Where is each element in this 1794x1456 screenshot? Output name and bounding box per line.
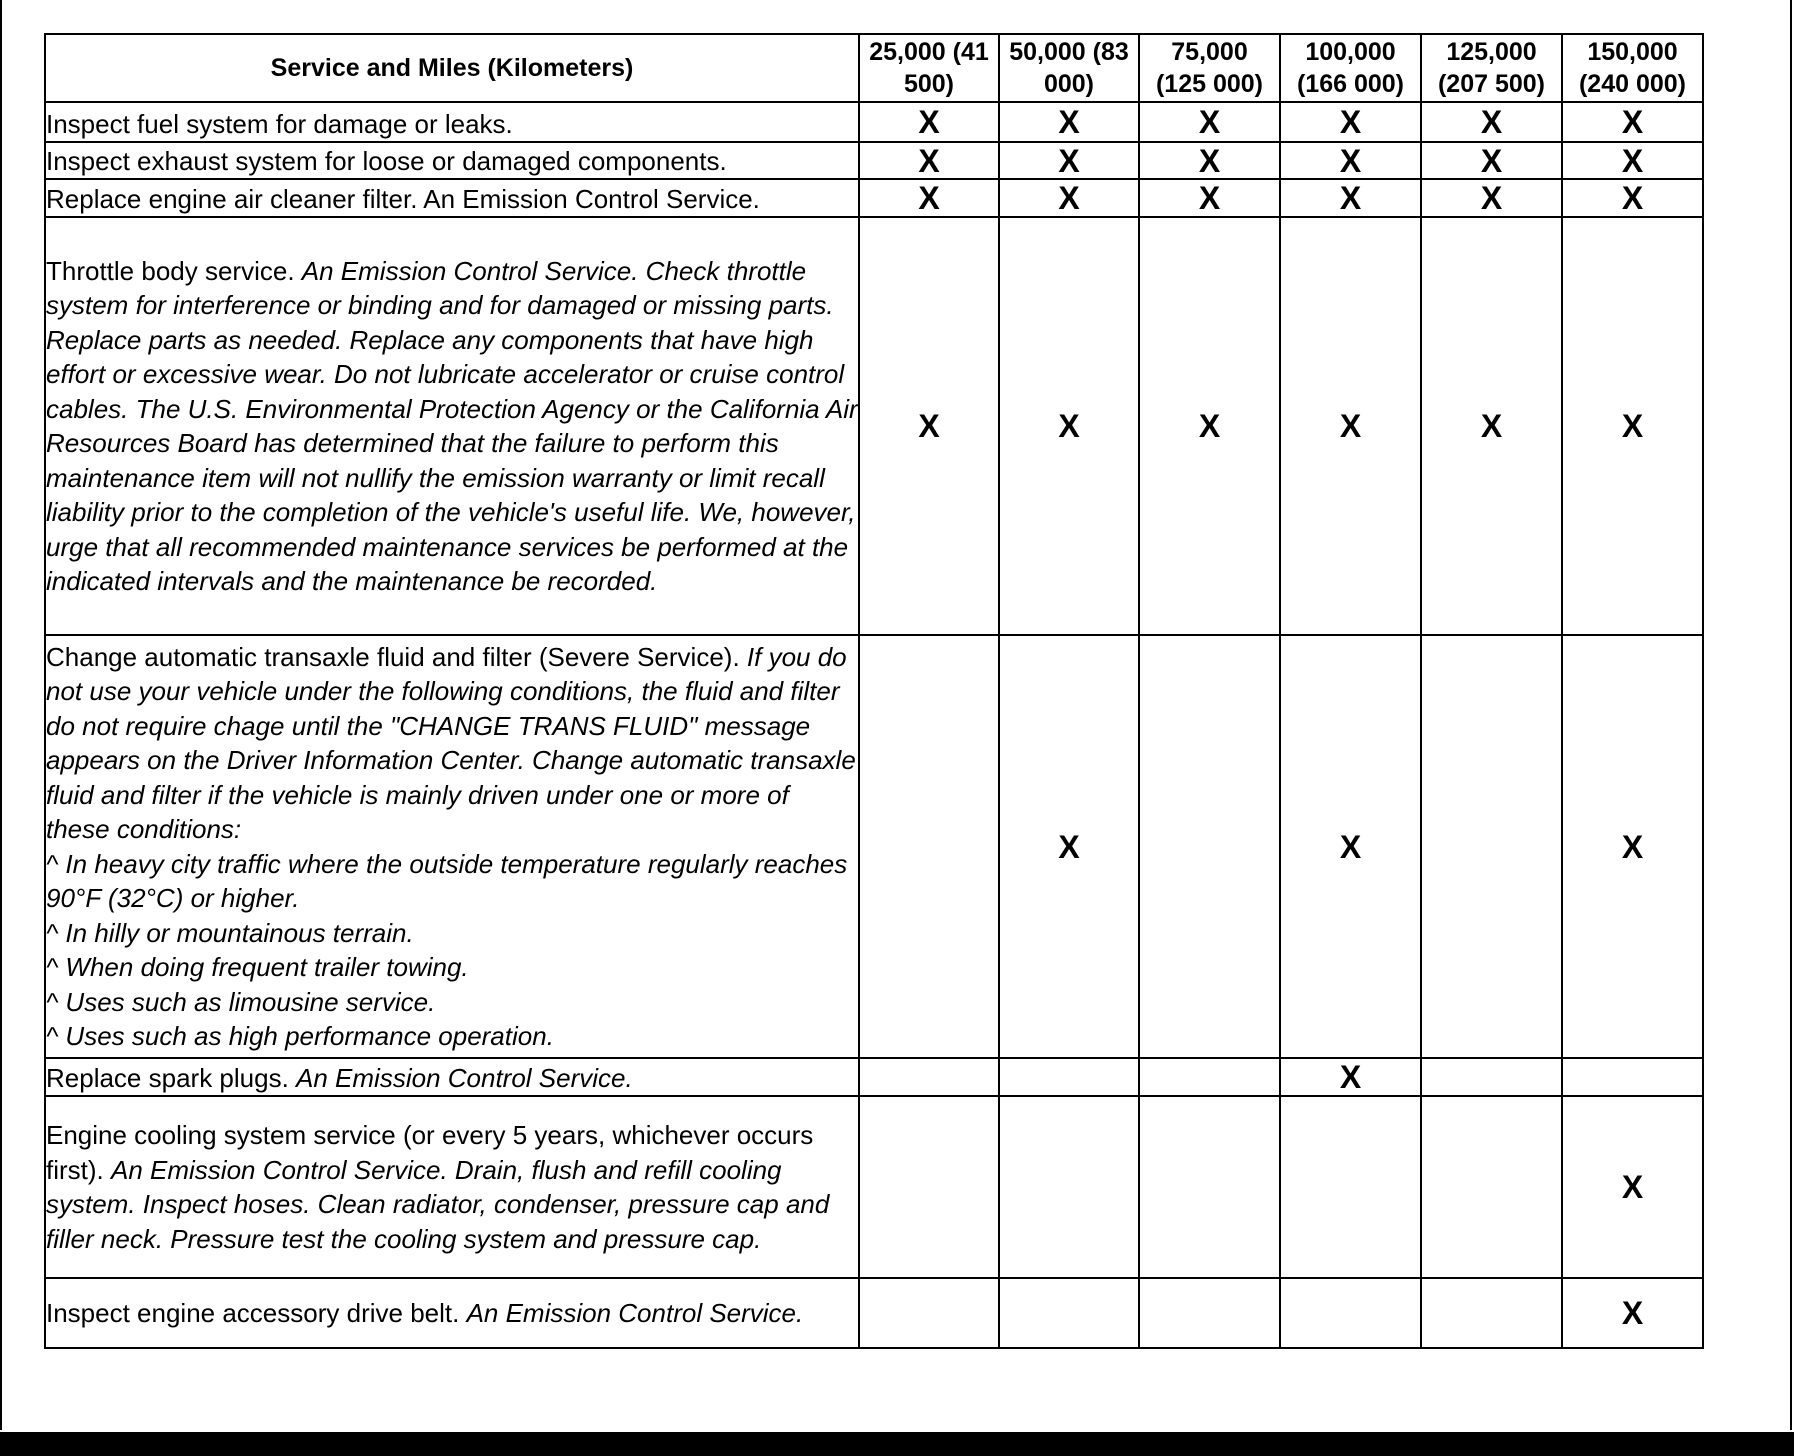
interval-mark-cell	[1421, 142, 1562, 179]
interval-mark-cell	[859, 217, 999, 635]
interval-mark-cell	[1421, 635, 1562, 1058]
service-note: An Emission Control Service. Check throttle system for interference or binding and for damaged or missing parts. Replace parts as needed. Replace any components that have high effort or excessive wear. Do not lubricate accelerator or cruise control cables. The U.S. Environmental Protection Agency or the California Air Resources Board has determined that the failure to perform this maintenance item will not nullify the emission warranty or limit recall liability prior to the completion of the vehicle's useful life. We, however, urge that all recommended maintenance services be performed at the indicated intervals and the maintenance be recorded.	[46, 255, 858, 596]
interval-mark: X	[918, 142, 940, 179]
service-text: Change automatic transaxle fluid and filter (Severe Service).	[46, 641, 747, 672]
table-row	[45, 217, 1703, 635]
interval-mark: X	[1198, 180, 1221, 216]
interval-mark-cell	[859, 102, 999, 142]
header-service: Service and Miles (Kilometers)	[45, 34, 859, 102]
header-interval-line2: (166 000)	[1296, 70, 1405, 98]
interval-mark-cell	[1562, 179, 1703, 217]
interval-mark-cell	[1280, 1058, 1421, 1096]
interval-mark-cell	[859, 1058, 999, 1096]
interval-mark-cell	[1139, 102, 1280, 142]
interval-mark-cell	[999, 142, 1139, 179]
table-row	[45, 1278, 1703, 1348]
header-interval-75000	[1139, 34, 1280, 102]
service-text: Replace engine air cleaner filter. An Emission Control Service.	[46, 184, 760, 214]
interval-mark: X	[1058, 104, 1080, 140]
service-description	[45, 1278, 859, 1348]
interval-mark-cell	[999, 217, 1139, 635]
interval-mark: X	[1621, 180, 1644, 216]
header-interval-line1: 75,000	[1171, 38, 1248, 66]
interval-mark-cell	[1280, 102, 1421, 142]
interval-mark-cell	[1139, 142, 1280, 179]
interval-mark-cell	[1280, 1278, 1421, 1348]
interval-mark-cell	[1139, 1278, 1280, 1348]
interval-mark-cell	[999, 102, 1139, 142]
table-row	[45, 102, 1703, 142]
interval-mark-cell	[859, 1278, 999, 1348]
condition-bullet: ^ Uses such as high performance operation.	[46, 1021, 554, 1051]
interval-mark: X	[1621, 1169, 1644, 1205]
interval-mark-cell	[1562, 102, 1703, 142]
service-description	[45, 217, 859, 635]
header-interval-line2: 000)	[1043, 70, 1095, 98]
header-interval-150000	[1562, 34, 1703, 102]
service-note: An Emission Control Service.	[466, 1297, 804, 1328]
interval-mark: X	[1480, 408, 1503, 444]
table-row	[45, 142, 1703, 179]
interval-mark: X	[1621, 142, 1644, 179]
interval-mark: X	[918, 408, 940, 444]
header-interval-line2: (207 500)	[1437, 70, 1546, 98]
table-row	[45, 635, 1703, 1058]
header-interval-line1: 25,000 (41	[869, 38, 989, 66]
interval-mark-cell	[1421, 179, 1562, 217]
condition-bullet: ^ Uses such as limousine service.	[46, 986, 436, 1017]
header-interval-line1: 50,000 (83	[1009, 38, 1129, 66]
condition-bullet: ^ When doing frequent trailer towing.	[46, 952, 469, 982]
interval-mark: X	[1339, 104, 1362, 140]
interval-mark-cell	[1562, 142, 1703, 179]
interval-mark-cell	[1280, 217, 1421, 635]
header-interval-line1: 150,000	[1587, 38, 1678, 66]
interval-mark-cell	[999, 1096, 1139, 1278]
interval-mark-cell	[1421, 102, 1562, 142]
service-text: Replace spark plugs.	[46, 1063, 297, 1093]
header-interval-50000	[999, 34, 1139, 102]
interval-mark-cell	[1280, 1096, 1421, 1278]
interval-mark: X	[1339, 142, 1362, 179]
interval-mark-cell	[1421, 1096, 1562, 1278]
service-description	[45, 635, 859, 1058]
interval-mark: X	[918, 180, 940, 216]
header-interval-line1: 100,000	[1305, 38, 1396, 66]
header-row	[45, 34, 1703, 102]
service-text: Throttle body service.	[46, 255, 302, 286]
interval-mark-cell	[1139, 217, 1280, 635]
header-interval-line1: 125,000	[1446, 38, 1537, 66]
interval-mark-cell	[999, 635, 1139, 1058]
header-interval-line2: 500)	[903, 70, 955, 98]
interval-mark-cell	[999, 179, 1139, 217]
header-interval-line2: (125 000)	[1155, 70, 1264, 98]
interval-mark: X	[1058, 828, 1080, 865]
interval-mark: X	[1339, 828, 1362, 865]
service-note: If you do not use your vehicle under the following conditions, the fluid and filter do not require chage until the "CHANGE TRANS FLUID" message appears on the Driver Information Center. Change automatic transaxle fluid and filter if the vehicle is mainly driven under one or more of these conditions:	[46, 641, 856, 844]
service-text: Inspect fuel system for damage or leaks.	[46, 109, 513, 139]
interval-mark-cell	[1421, 1058, 1562, 1096]
table-row	[45, 1058, 1703, 1096]
interval-mark: X	[1198, 142, 1221, 179]
interval-mark-cell	[1139, 1096, 1280, 1278]
service-text: Inspect engine accessory drive belt.	[46, 1297, 467, 1328]
header-interval-line2: (240 000)	[1578, 70, 1687, 98]
interval-mark-cell	[1421, 1278, 1562, 1348]
interval-mark: X	[1339, 408, 1362, 444]
interval-mark: X	[1621, 408, 1644, 444]
interval-mark-cell	[999, 1058, 1139, 1096]
interval-mark: X	[1339, 1059, 1362, 1095]
interval-mark: X	[1058, 408, 1080, 444]
service-note: An Emission Control Service.	[296, 1063, 633, 1093]
condition-bullet: ^ In heavy city traffic where the outside temperature regularly reaches 90°F (32°C) or higher.	[46, 848, 848, 913]
interval-mark-cell	[1139, 179, 1280, 217]
table-row	[45, 1096, 1703, 1278]
table-row	[45, 179, 1703, 217]
interval-mark: X	[1480, 180, 1503, 216]
interval-mark-cell	[859, 179, 999, 217]
interval-mark-cell	[1421, 217, 1562, 635]
interval-mark-cell	[859, 635, 999, 1058]
service-note: An Emission Control Service. Drain, flush and refill cooling system. Inspect hoses. Clean radiator, condenser, pressure cap and filler neck. Pressure test the cooling system and pressure cap.	[46, 1154, 830, 1254]
service-description	[45, 102, 859, 142]
interval-mark-cell	[1562, 1058, 1703, 1096]
interval-mark-cell	[1280, 179, 1421, 217]
interval-mark: X	[1621, 828, 1644, 865]
service-text: Engine cooling system service (or every 5 years, whichever occurs first).	[46, 1120, 814, 1185]
header-interval-125000	[1421, 34, 1562, 102]
interval-mark-cell	[1562, 1278, 1703, 1348]
interval-mark: X	[1480, 142, 1503, 179]
interval-mark: X	[1621, 1295, 1644, 1331]
interval-mark-cell	[999, 1278, 1139, 1348]
maintenance-schedule-table	[44, 33, 1704, 1349]
interval-mark-cell	[1139, 635, 1280, 1058]
interval-mark-cell	[1562, 217, 1703, 635]
service-description	[45, 1058, 859, 1096]
interval-mark: X	[1058, 142, 1080, 179]
interval-mark-cell	[1280, 142, 1421, 179]
interval-mark: X	[1198, 408, 1221, 444]
bottom-bar	[0, 1432, 1794, 1456]
interval-mark: X	[1058, 180, 1080, 216]
condition-bullet: ^ In hilly or mountainous terrain.	[46, 917, 414, 948]
interval-mark: X	[1480, 104, 1503, 140]
header-interval-100000	[1280, 34, 1421, 102]
interval-mark-cell	[1280, 635, 1421, 1058]
service-text: Inspect exhaust system for loose or damaged components.	[46, 146, 727, 176]
interval-mark: X	[1621, 104, 1644, 140]
interval-mark-cell	[859, 142, 999, 179]
interval-mark-cell	[1139, 1058, 1280, 1096]
interval-mark-cell	[1562, 1096, 1703, 1278]
service-description	[45, 179, 859, 217]
interval-mark: X	[918, 104, 940, 140]
header-interval-25000	[859, 34, 999, 102]
interval-mark: X	[1198, 104, 1221, 140]
service-description	[45, 142, 859, 179]
interval-mark: X	[1339, 180, 1362, 216]
service-description	[45, 1096, 859, 1278]
interval-mark-cell	[1562, 635, 1703, 1058]
interval-mark-cell	[859, 1096, 999, 1278]
